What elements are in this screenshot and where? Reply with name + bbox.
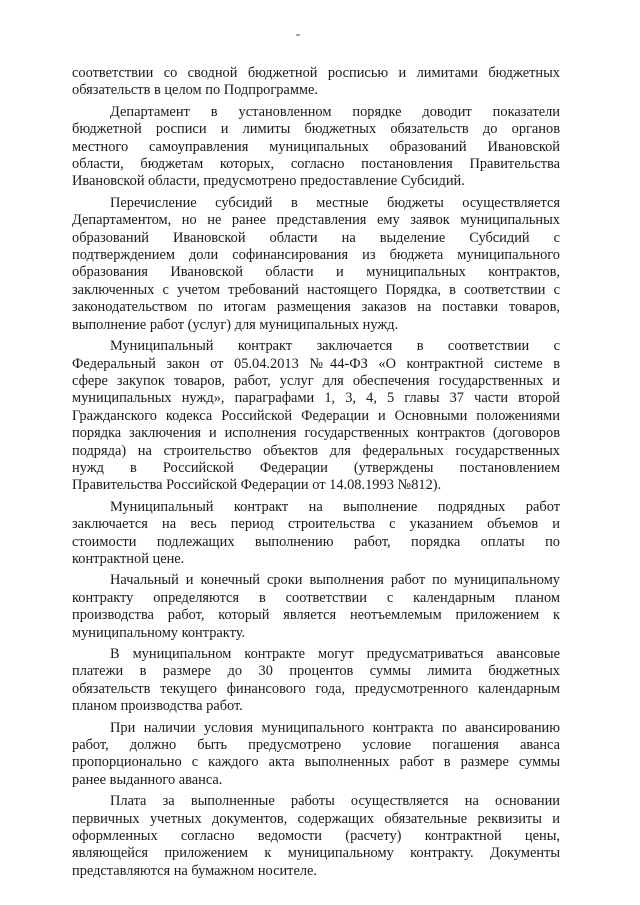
text-line: Муниципальный контракт заключается в соответствии с [110, 338, 560, 355]
text-line: муниципальных нужд», параграфами 1, 3, 4, 5 главы 37 части второй [72, 390, 560, 407]
text-line: При наличии условия муниципального контракта по авансированию [110, 719, 560, 736]
text-line: являющейся приложением к муниципальному контракту. Документы [72, 845, 560, 862]
text-line: образования Ивановской области и муниципальных контрактов, [72, 264, 560, 281]
text-line: стоимости подлежащих выполнению работ, порядка оплаты по [72, 533, 560, 550]
text-line: области, бюджетам которых, согласно постановления Правительства [72, 156, 560, 173]
paragraph-5 [72, 499, 560, 569]
paragraph-6 [72, 572, 560, 642]
text-line: представляются на бумажном носителе. [72, 862, 318, 879]
text-line: оформленных согласно ведомости (расчету) контрактной цены, [72, 828, 560, 845]
text-line: законодательством по итогам размещения заказов на поставки товаров, [72, 299, 560, 316]
text-line: образований Ивановской области на выделение Субсидий с [72, 229, 560, 246]
paragraph-8 [72, 720, 560, 790]
text-line: порядка заключения и исполнения государственных контрактов (договоров [72, 425, 560, 442]
text-line: Перечисление субсидий в местные бюджеты осуществляется [110, 194, 560, 211]
text-line: бюджетной росписи и лимиты бюджетных обязательств до органов [72, 121, 560, 138]
text-line: Гражданского кодекса Российской Федерации и Основными положениями [72, 407, 560, 424]
text-line: обязательств в целом по Подпрограмме. [72, 82, 319, 99]
paragraph-4 [72, 338, 560, 495]
paragraph-7 [72, 646, 560, 716]
text-line: Плата за выполненные работы осуществляется на основании [110, 793, 560, 810]
text-line: соответствии со сводной бюджетной росписью и лимитами бюджетных [72, 65, 560, 81]
text-line: Начальный и конечный сроки выполнения работ по муниципальному [110, 572, 560, 589]
document-body [72, 65, 560, 880]
text-line: выполнение работ (услуг) для муниципальных нужд. [72, 316, 399, 333]
paragraph-3 [72, 195, 560, 334]
text-line: платежи в размере до 30 процентов суммы лимита бюджетных [72, 663, 560, 680]
text-line: Правительства Российской Федерации от 14.08.1993 №812). [72, 477, 442, 494]
paragraph-9 [72, 793, 560, 880]
scan-speck [296, 34, 300, 36]
text-line: Департаментом, но не ранее представления ему заявок муниципальных [72, 212, 560, 229]
text-line: подтверждением доли софинансирования из бюджета муниципального [72, 247, 560, 264]
text-line: местного самоуправления муниципальных образований Ивановской [72, 138, 560, 155]
text-line: контракту определяются в соответствии с календарным планом [72, 589, 560, 606]
text-line: подряда) на строительство объектов для федеральных государственных [72, 442, 560, 459]
text-line: заключается на весь период строительства с указанием объемов и [72, 516, 560, 533]
text-line: сфере закупок товаров, работ, услуг для обеспечения государственных и [72, 372, 560, 389]
text-line: ранее выданного аванса. [72, 771, 223, 788]
text-line: нужд в Российской Федерации (утверждены постановлением [72, 459, 560, 476]
text-line: производства работ, который является неотъемлемым приложением к [72, 607, 560, 624]
text-line: планом производства работ. [72, 698, 243, 715]
text-line: Ивановской области, предусмотрено предоставление Субсидий. [72, 173, 465, 190]
text-line: первичных учетных документов, содержащих обязательные реквизиты и [72, 810, 560, 827]
text-line: Муниципальный контракт на выполнение подрядных работ [110, 498, 560, 515]
text-line: Федеральный закон от 05.04.2013 №44-ФЗ «О контрактной системе в [72, 355, 560, 372]
text-line: муниципальному контракту. [72, 624, 246, 641]
text-line: Департамент в установленном порядке доводит показатели [110, 103, 560, 120]
paragraph-1 [72, 65, 560, 100]
text-line: заключенных с учетом требований настоящего Порядка, в соответствии с [72, 281, 560, 298]
text-line: обязательств текущего финансового года, предусмотренного календарным [72, 680, 560, 697]
text-line: пропорционально с каждого акта выполненных работ в размере суммы [72, 754, 560, 771]
text-line: В муниципальном контракте могут предусматриваться авансовые [110, 646, 560, 662]
paragraph-2 [72, 104, 560, 191]
text-line: работ, должно быть предусмотрено условие погашения аванса [72, 737, 560, 754]
text-line: контрактной цене. [72, 550, 185, 567]
